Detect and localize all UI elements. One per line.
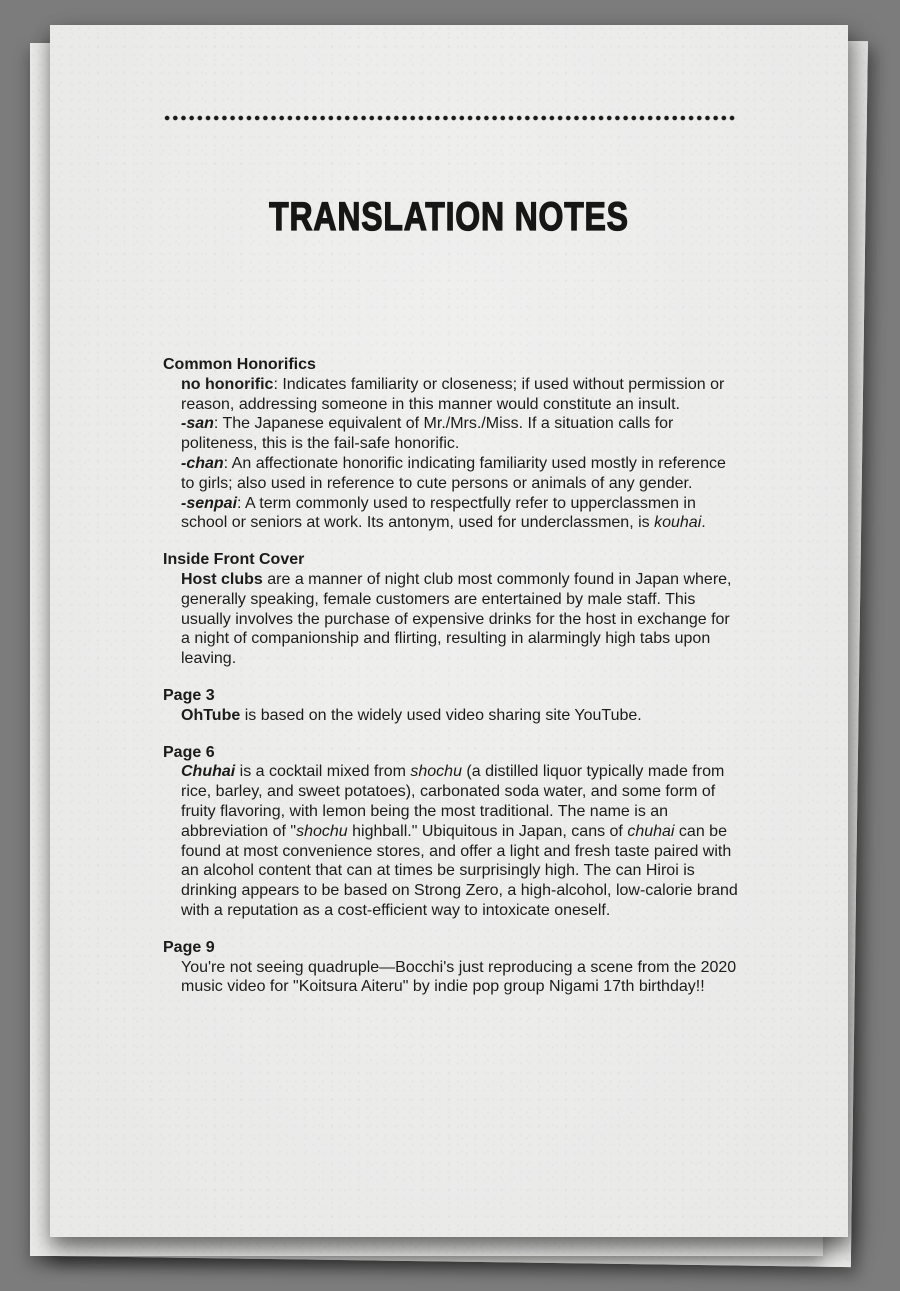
text-segment: : Indicates familiarity or closeness; if used without permission or reason, addressing someone in this manner would constitute an insult. bbox=[181, 375, 725, 413]
note-paragraph bbox=[181, 375, 739, 415]
text-segment: no honorific bbox=[181, 375, 274, 393]
note-section bbox=[163, 938, 739, 997]
paper-sheet-front bbox=[50, 25, 848, 1237]
text-segment: OhTube bbox=[181, 706, 241, 724]
note-section bbox=[163, 355, 739, 533]
note-paragraph bbox=[181, 762, 739, 920]
note-section bbox=[163, 686, 739, 726]
text-segment: : The Japanese equivalent of Mr./Mrs./Miss. If a situation calls for politeness, this is the fail-safe honorific. bbox=[181, 415, 674, 453]
text-segment: is based on the widely used video sharing site YouTube. bbox=[240, 706, 642, 724]
note-paragraph bbox=[181, 706, 739, 726]
text-segment: -senpai bbox=[181, 494, 238, 512]
text-segment: highball." Ubiquitous in Japan, cans of bbox=[347, 822, 628, 840]
text-segment: can be found at most convenience stores, and offer a light and fresh taste paired with an alcohol content that can at times be surprisingly high. The can Hiroi is drinking appears to be based on Strong Zero, a high-alcohol, low-calorie brand with a reputation as a cost-efficient way to intoxicate oneself. bbox=[181, 822, 738, 919]
text-segment: (a distilled liquor typically made from rice, barley, and sweet potatoes), carbonated soda water, and some form of fruity flavoring, with lemon being the most traditional. The name is an abbreviation of " bbox=[181, 763, 725, 840]
text-segment: kouhai bbox=[654, 514, 702, 532]
text-segment: : An affectionate honorific indicating familiarity used mostly in reference to girls; also used in reference to cute persons or animals of any gender. bbox=[181, 454, 726, 492]
note-paragraph bbox=[181, 414, 739, 454]
section-heading: Page 9 bbox=[163, 938, 215, 956]
text-segment: -san bbox=[181, 415, 214, 433]
text-segment: Host clubs bbox=[181, 570, 263, 588]
section-heading: Page 3 bbox=[163, 686, 215, 704]
note-paragraph bbox=[181, 570, 739, 669]
text-segment: shochu bbox=[410, 763, 462, 781]
text-segment: are a manner of night club most commonly found in Japan where, generally speaking, female customers are entertained by male staff. This usually involves the purchase of expensive drinks for the host in exchange for a night of companionship and flirting, resulting in alarmingly high tabs upon leaving. bbox=[181, 570, 732, 668]
section-heading: Common Honorifics bbox=[163, 356, 316, 373]
note-paragraph bbox=[181, 454, 739, 494]
text-segment: You're not seeing quadruple—Bocchi's just reproducing a scene from the 2020 music video for "Koitsura Aiteru" by indie pop group Nigami 17th birthday!! bbox=[181, 958, 737, 996]
text-segment: Chuhai bbox=[181, 763, 236, 781]
text-segment: -chan bbox=[181, 454, 224, 472]
text-segment: shochu bbox=[296, 822, 348, 840]
text-segment: . bbox=[701, 514, 706, 532]
page-title: TRANSLATION NOTES bbox=[269, 195, 629, 239]
section-heading: Page 6 bbox=[163, 743, 215, 761]
text-segment: chuhai bbox=[627, 822, 675, 840]
text-segment: is a cocktail mixed from bbox=[235, 763, 411, 781]
note-paragraph bbox=[181, 494, 739, 534]
note-paragraph bbox=[181, 958, 739, 998]
section-heading: Inside Front Cover bbox=[163, 551, 305, 569]
dotted-divider-rule bbox=[163, 115, 737, 121]
note-section bbox=[163, 743, 739, 921]
notes-sections bbox=[163, 355, 739, 1014]
note-section bbox=[163, 550, 739, 669]
text-segment: : A term commonly used to respectfully refer to upperclassmen in school or seniors at work. Its antonym, used for underclassmen, is bbox=[181, 494, 696, 532]
